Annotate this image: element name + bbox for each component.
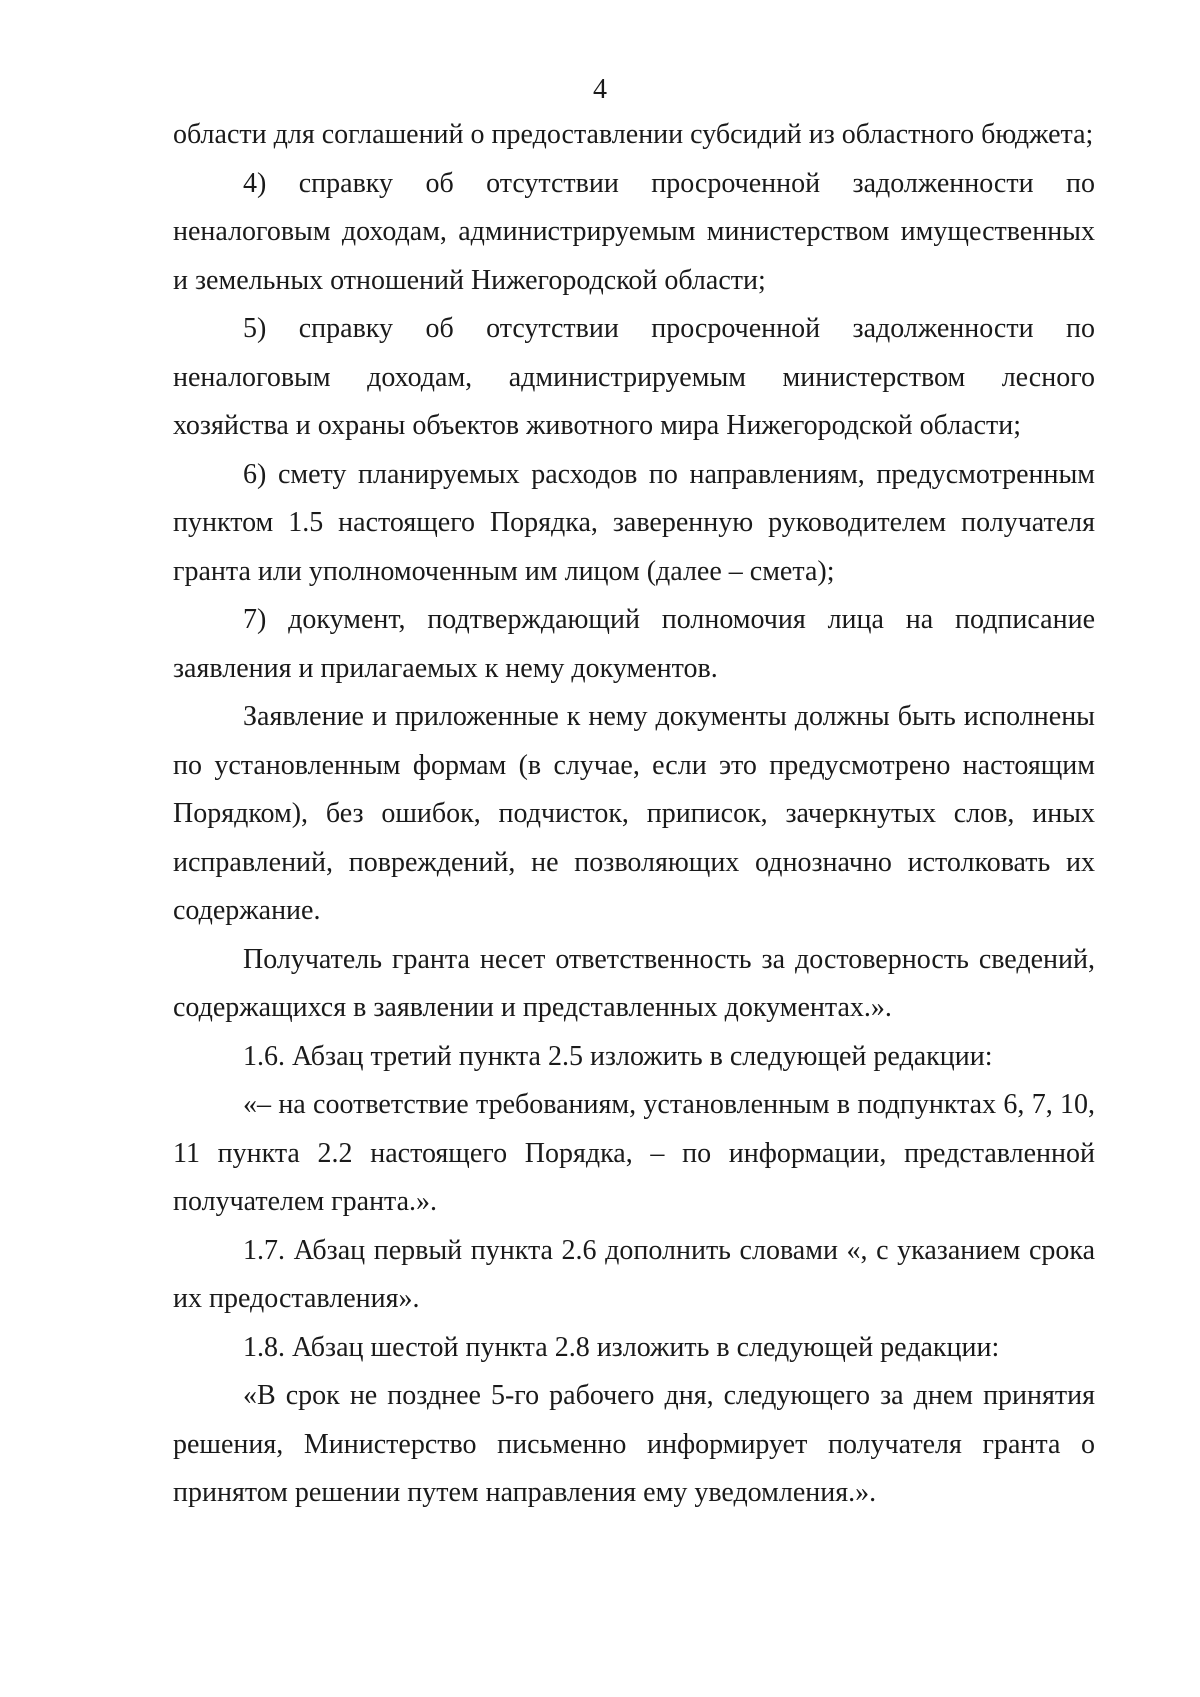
page-number: 4 — [593, 74, 607, 105]
document-body — [173, 111, 1095, 1518]
paragraph-amendment-1-6-text: «– на соответствие требованиям, установленным в подпунктах 6, 7, 10, 11 пункта 2.2 настоящего Порядка, – по информации, представленной получателем гранта.». — [173, 1089, 1095, 1217]
paragraph-amendment-1-8-text: «В срок не позднее 5-го рабочего дня, следующего за днем принятия решения, Министерство письменно информирует получателя гранта о принятом решении путем направления ему уведомления.». — [173, 1380, 1095, 1508]
paragraph-budget-continuation: области для соглашений о предоставлении субсидий из областного бюджета; — [173, 119, 1094, 150]
paragraph-item-5: 5) справку об отсутствии просроченной задолженности по неналоговым доходам, администрируемым министерством лесного хозяйства и охраны объектов животного мира Нижегородской области; — [173, 313, 1095, 441]
paragraph-grant-responsibility: Получатель гранта несет ответственность за достоверность сведений, содержащихся в заявлении и представленных документах.». — [173, 943, 1095, 1023]
paragraph-item-6: 6) смету планируемых расходов по направлениям, предусмотренным пунктом 1.5 настоящего Порядка, заверенную руководителем получателя гранта или уполномоченным им лицом (далее – смета); — [173, 458, 1095, 587]
paragraph-amendment-1-6: 1.6. Абзац третий пункта 2.5 изложить в следующей редакции: — [243, 1040, 993, 1072]
paragraph-application-requirements: Заявление и приложенные к нему документы должны быть исполнены по установленным формам (в случае, если это предусмотрено настоящим Порядком), без ошибок, подчисток, приписок, зачеркнутых слов, иных исправлений, повреждений, не позволяющих однозначно истолковать их содержание. — [173, 701, 1095, 926]
paragraph-item-4: 4) справку об отсутствии просроченной задолженности по неналоговым доходам, администрируемым министерством имущественных и земельных отношений Нижегородской области; — [173, 167, 1095, 296]
paragraph-amendment-1-8: 1.8. Абзац шестой пункта 2.8 изложить в следующей редакции: — [243, 1331, 1000, 1363]
paragraph-item-7: 7) документ, подтверждающий полномочия лица на подписание заявления и прилагаемых к нему документов. — [173, 604, 1095, 684]
paragraph-amendment-1-7: 1.7. Абзац первый пункта 2.6 дополнить словами «, с указанием срока их предоставления». — [173, 1234, 1095, 1314]
